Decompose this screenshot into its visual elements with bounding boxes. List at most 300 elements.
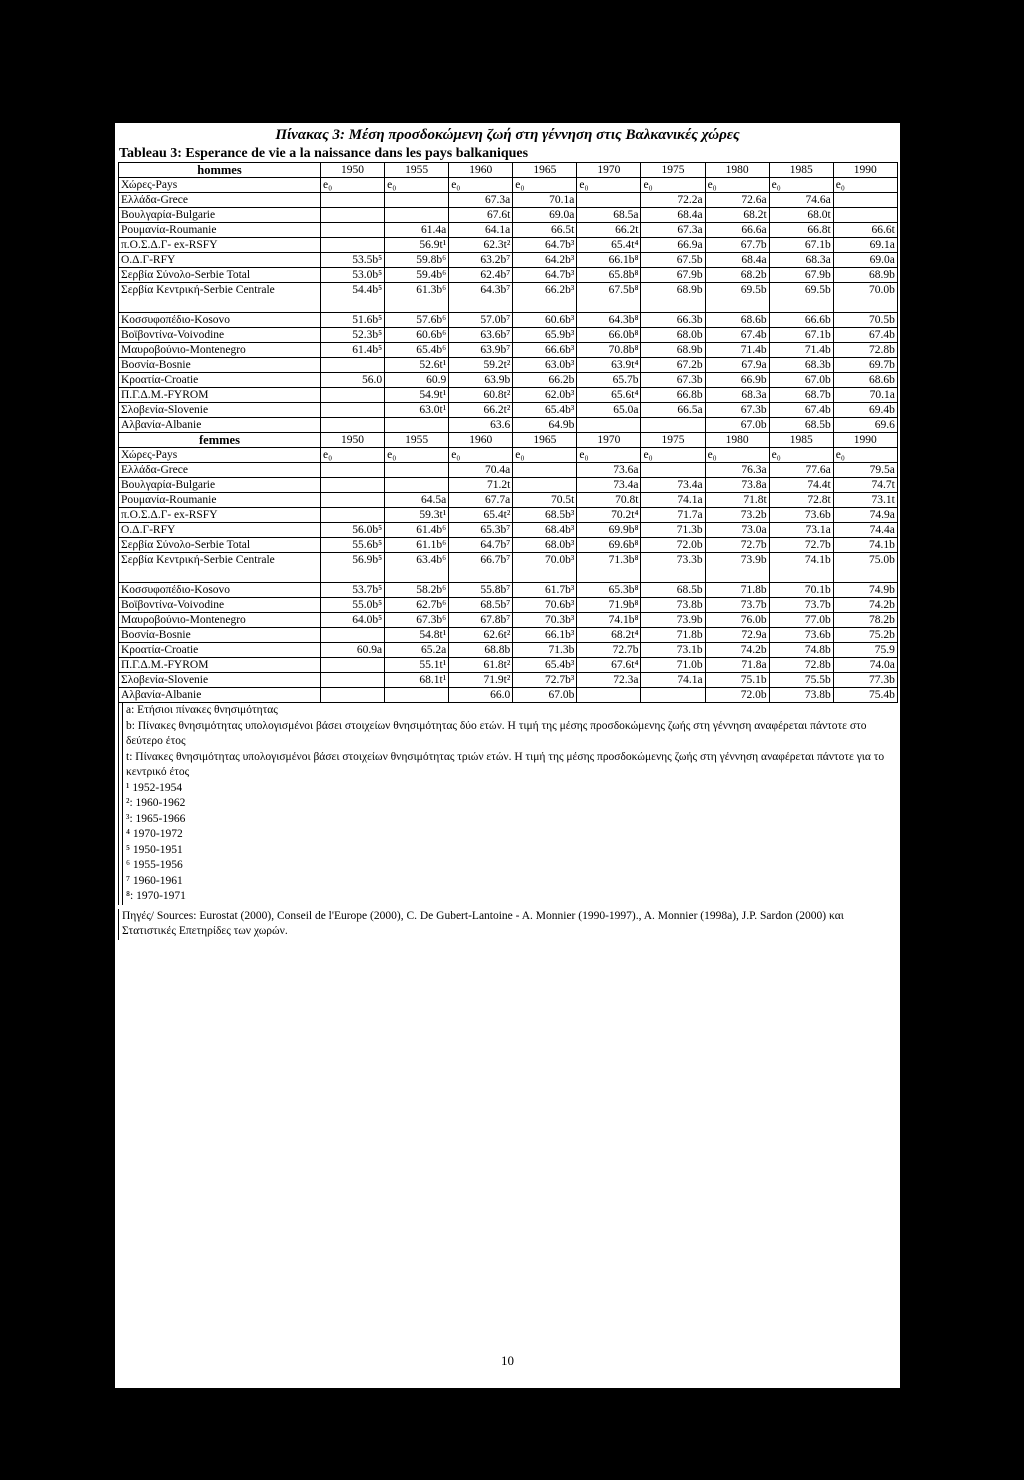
table-row: [119, 658, 898, 673]
value-cell: 70.0b³: [513, 553, 577, 583]
value-cell: 66.8b: [641, 388, 705, 403]
value-cell: 73.0a: [705, 523, 769, 538]
value-cell: 72.2a: [641, 193, 705, 208]
value-cell: 66.5t: [513, 223, 577, 238]
value-cell: 74.1b: [769, 553, 833, 583]
value-cell: 68.3a: [769, 253, 833, 268]
table-row: [119, 328, 898, 343]
value-cell: 66.6b: [769, 313, 833, 328]
value-cell: [833, 193, 897, 208]
eo-header: e₀: [833, 178, 897, 193]
value-cell: 75.2b: [833, 628, 897, 643]
value-cell: 55.6b⁵: [321, 538, 385, 553]
value-cell: 73.4a: [641, 478, 705, 493]
value-cell: 67.5b⁸: [577, 283, 641, 313]
value-cell: 67.1b: [769, 238, 833, 253]
value-cell: 67.3b: [705, 403, 769, 418]
value-cell: [321, 628, 385, 643]
table-row: [119, 343, 898, 358]
value-cell: 59.4b⁶: [385, 268, 449, 283]
value-cell: 73.7b: [769, 598, 833, 613]
value-cell: 67.0b: [705, 418, 769, 433]
value-cell: 74.7t: [833, 478, 897, 493]
value-cell: 67.4b: [769, 403, 833, 418]
value-cell: 67.9b: [769, 268, 833, 283]
value-cell: 74.6a: [769, 193, 833, 208]
value-cell: 63.2b⁷: [449, 253, 513, 268]
value-cell: 59.3t¹: [385, 508, 449, 523]
year-header: 1980: [705, 163, 769, 178]
value-cell: 55.8b⁷: [449, 583, 513, 598]
value-cell: 66.2t²: [449, 403, 513, 418]
value-cell: 64.3b⁸: [577, 313, 641, 328]
value-cell: 56.9b⁵: [321, 553, 385, 583]
value-cell: 66.0: [449, 688, 513, 703]
table-row: [119, 358, 898, 373]
value-cell: 74.4t: [769, 478, 833, 493]
value-cell: 66.1b³: [513, 628, 577, 643]
table-row: [119, 493, 898, 508]
table-row: [119, 463, 898, 478]
note-line: ³: 1965-1966: [122, 812, 897, 828]
value-cell: 68.4a: [641, 208, 705, 223]
value-cell: 73.1a: [769, 523, 833, 538]
value-cell: 70.1a: [833, 388, 897, 403]
value-cell: 71.3b: [513, 643, 577, 658]
table-row: [119, 643, 898, 658]
value-cell: 55.0b⁵: [321, 598, 385, 613]
year-header: 1975: [641, 433, 705, 448]
sources-note: Πηγές/ Sources: Eurostat (2000), Conseil de l'Europe (2000), C. De Gubert-Lantoine - A. Monnier (1990-1997)., A. Monnier (1998a), J.P. Sardon (2000) και Στατιστικές Επετηρίδες των χωρών.: [118, 909, 897, 940]
value-cell: 68.0t: [769, 208, 833, 223]
value-cell: 66.2t: [577, 223, 641, 238]
value-cell: 63.6: [449, 418, 513, 433]
value-cell: 62.6t²: [449, 628, 513, 643]
year-header: 1980: [705, 433, 769, 448]
value-cell: [321, 508, 385, 523]
country-name: Ελλάδα-Grece: [119, 463, 321, 478]
table-frame: [118, 126, 897, 940]
value-cell: 72.3a: [577, 673, 641, 688]
value-cell: 66.7b⁷: [449, 553, 513, 583]
value-cell: 62.4b⁷: [449, 268, 513, 283]
value-cell: 67.4b: [705, 328, 769, 343]
value-cell: 65.8b⁸: [577, 268, 641, 283]
value-cell: 70.1a: [513, 193, 577, 208]
eo-header: e₀: [513, 178, 577, 193]
value-cell: 64.2b³: [513, 253, 577, 268]
value-cell: 70.8b⁸: [577, 343, 641, 358]
value-cell: 73.1t: [833, 493, 897, 508]
value-cell: 66.3b: [641, 313, 705, 328]
value-cell: 59.8b⁶: [385, 253, 449, 268]
eo-header: e₀: [705, 448, 769, 463]
value-cell: 65.3b⁷: [449, 523, 513, 538]
value-cell: 65.7b: [577, 373, 641, 388]
year-header: 1960: [449, 433, 513, 448]
value-cell: 71.4b: [705, 343, 769, 358]
value-cell: 64.0b⁵: [321, 613, 385, 628]
value-cell: 72.7b: [577, 643, 641, 658]
value-cell: 66.9a: [641, 238, 705, 253]
year-header: 1960: [449, 163, 513, 178]
country-name: Ο.Δ.Γ-RFY: [119, 253, 321, 268]
value-cell: 73.6b: [769, 508, 833, 523]
value-cell: 66.5a: [641, 403, 705, 418]
eo-header: e₀: [769, 178, 833, 193]
country-name: Βοϊβοντίνα-Voivodine: [119, 328, 321, 343]
value-cell: 64.7b⁷: [449, 538, 513, 553]
value-cell: 74.2b: [705, 643, 769, 658]
value-cell: 66.2b³: [513, 283, 577, 313]
country-name: Κοσσυφοπέδιο-Kosovo: [119, 313, 321, 328]
value-cell: 61.1b⁶: [385, 538, 449, 553]
life-expectancy-table: [118, 162, 898, 703]
country-name: π.Ο.Σ.Δ.Γ- ex-RSFY: [119, 508, 321, 523]
year-header: 1985: [769, 433, 833, 448]
table-row: [119, 268, 898, 283]
value-cell: 68.3a: [705, 388, 769, 403]
value-cell: 68.2t⁴: [577, 628, 641, 643]
country-name: Βοσνία-Bosnie: [119, 358, 321, 373]
value-cell: [321, 418, 385, 433]
value-cell: 69.4b: [833, 403, 897, 418]
value-cell: 66.2b: [513, 373, 577, 388]
value-cell: 52.3b⁵: [321, 328, 385, 343]
table-row: [119, 418, 898, 433]
value-cell: 59.2t²: [449, 358, 513, 373]
table-row: [119, 313, 898, 328]
value-cell: 67.3b: [641, 373, 705, 388]
value-cell: 73.7b: [705, 598, 769, 613]
country-name: Μαυροβούνιο-Montenegro: [119, 613, 321, 628]
value-cell: 72.7b: [705, 538, 769, 553]
value-cell: 71.9b⁸: [577, 598, 641, 613]
table-row: [119, 193, 898, 208]
men-year-header-row: [119, 163, 898, 178]
value-cell: 70.5t: [513, 493, 577, 508]
value-cell: [641, 688, 705, 703]
value-cell: 56.0b⁵: [321, 523, 385, 538]
value-cell: [833, 208, 897, 223]
value-cell: 72.0b: [641, 538, 705, 553]
value-cell: [321, 388, 385, 403]
value-cell: 72.7b³: [513, 673, 577, 688]
value-cell: 68.3b: [769, 358, 833, 373]
value-cell: 72.6a: [705, 193, 769, 208]
value-cell: 78.2b: [833, 613, 897, 628]
value-cell: [321, 403, 385, 418]
value-cell: 73.6b: [769, 628, 833, 643]
value-cell: 65.4t²: [449, 508, 513, 523]
value-cell: 69.1a: [833, 238, 897, 253]
value-cell: [321, 658, 385, 673]
value-cell: 60.9: [385, 373, 449, 388]
value-cell: 66.1b⁸: [577, 253, 641, 268]
value-cell: 63.6b⁷: [449, 328, 513, 343]
value-cell: [321, 358, 385, 373]
value-cell: [577, 418, 641, 433]
value-cell: 64.1a: [449, 223, 513, 238]
year-header: 1965: [513, 163, 577, 178]
country-name: Κοσσυφοπέδιο-Kosovo: [119, 583, 321, 598]
value-cell: 73.4a: [577, 478, 641, 493]
value-cell: [513, 478, 577, 493]
women-year-header-row: [119, 433, 898, 448]
title-greek: Πίνακας 3: Μέση προσδοκώμενη ζωή στη γέννηση στις Βαλκανικές χώρες: [275, 127, 740, 143]
table-row: [119, 208, 898, 223]
table-row: [119, 688, 898, 703]
value-cell: 77.0b: [769, 613, 833, 628]
country-name: Π.Γ.Δ.Μ.-FYROM: [119, 658, 321, 673]
value-cell: 60.9a: [321, 643, 385, 658]
value-cell: 64.7b³: [513, 268, 577, 283]
table-row: [119, 583, 898, 598]
value-cell: 66.6a: [705, 223, 769, 238]
value-cell: 72.9a: [705, 628, 769, 643]
value-cell: 67.2b: [641, 358, 705, 373]
country-name: Βουλγαρία-Bulgarie: [119, 208, 321, 223]
value-cell: [513, 463, 577, 478]
value-cell: 69.6b⁸: [577, 538, 641, 553]
value-cell: 68.4b³: [513, 523, 577, 538]
value-cell: 51.6b⁵: [321, 313, 385, 328]
value-cell: 69.5b: [769, 283, 833, 313]
value-cell: 75.5b: [769, 673, 833, 688]
country-name: Ρουμανία-Roumanie: [119, 223, 321, 238]
value-cell: 73.8a: [705, 478, 769, 493]
country-name: Αλβανία-Albanie: [119, 688, 321, 703]
value-cell: 63.0b³: [513, 358, 577, 373]
value-cell: 75.4b: [833, 688, 897, 703]
value-cell: [577, 688, 641, 703]
value-cell: 54.4b⁵: [321, 283, 385, 313]
note-line: ⁷ 1960-1961: [122, 874, 897, 890]
value-cell: 68.5b³: [513, 508, 577, 523]
value-cell: 66.8t: [769, 223, 833, 238]
country-name: Βουλγαρία-Bulgarie: [119, 478, 321, 493]
value-cell: 67.1b: [769, 328, 833, 343]
value-cell: [321, 223, 385, 238]
note-line: b: Πίνακες θνησιμότητας υπολογισμένοι βάσει στοιχείων θνησιμότητας δύο ετών. Η τιμή της μέσης προσδοκώμενης ζωής στη γέννηση αναφέρεται πάντοτε στο δεύτερο έτος: [122, 719, 897, 750]
value-cell: 70.0b: [833, 283, 897, 313]
value-cell: 63.0t¹: [385, 403, 449, 418]
document-page: [115, 123, 900, 1388]
value-cell: 76.3a: [705, 463, 769, 478]
value-cell: 68.5b: [769, 418, 833, 433]
table-row: [119, 478, 898, 493]
value-cell: 79.5a: [833, 463, 897, 478]
value-cell: 68.9b: [641, 343, 705, 358]
value-cell: 65.4b³: [513, 403, 577, 418]
value-cell: 65.4b⁶: [385, 343, 449, 358]
country-name: Κροατία-Croatie: [119, 373, 321, 388]
value-cell: [321, 493, 385, 508]
value-cell: 63.4b⁶: [385, 553, 449, 583]
year-header: 1955: [385, 433, 449, 448]
value-cell: 75.9: [833, 643, 897, 658]
eo-header: e₀: [449, 448, 513, 463]
country-name: Σερβία Σύνολο-Serbie Total: [119, 268, 321, 283]
value-cell: 62.0b³: [513, 388, 577, 403]
year-header: 1975: [641, 163, 705, 178]
table-row: [119, 223, 898, 238]
value-cell: 71.2t: [449, 478, 513, 493]
year-header: 1985: [769, 163, 833, 178]
value-cell: 64.7b³: [513, 238, 577, 253]
note-line: t: Πίνακες θνησιμότητας υπολογισμένοι βάσει στοιχείων θνησιμότητας τριών ετών. Η τιμή της μέσης προσδοκώμενης ζωής στη γέννηση αναφέρεται πάντοτε για το κεντρικό έτος: [122, 750, 897, 781]
value-cell: [385, 463, 449, 478]
value-cell: 68.6b: [705, 313, 769, 328]
country-name: Μαυροβούνιο-Montenegro: [119, 343, 321, 358]
value-cell: 60.6b⁶: [385, 328, 449, 343]
value-cell: [321, 463, 385, 478]
value-cell: 75.1b: [705, 673, 769, 688]
value-cell: 69.0a: [833, 253, 897, 268]
note-line: ¹ 1952-1954: [122, 781, 897, 797]
country-name: π.Ο.Σ.Δ.Γ- ex-RSFY: [119, 238, 321, 253]
country-name: Βοϊβοντίνα-Voivodine: [119, 598, 321, 613]
value-cell: 67.7b: [705, 238, 769, 253]
value-cell: 73.9b: [641, 613, 705, 628]
value-cell: 71.8b: [705, 583, 769, 598]
year-header: 1965: [513, 433, 577, 448]
value-cell: 67.3b⁶: [385, 613, 449, 628]
value-cell: 68.2t: [705, 208, 769, 223]
year-header: 1970: [577, 163, 641, 178]
value-cell: 74.8b: [769, 643, 833, 658]
country-column-header: Χώρες-Pays: [119, 448, 321, 463]
value-cell: 73.1b: [641, 643, 705, 658]
eo-header: e₀: [577, 178, 641, 193]
value-cell: 57.6b⁶: [385, 313, 449, 328]
value-cell: [641, 418, 705, 433]
value-cell: 73.3b: [641, 553, 705, 583]
value-cell: 61.4b⁵: [321, 343, 385, 358]
value-cell: 56.0: [321, 373, 385, 388]
value-cell: 64.9b: [513, 418, 577, 433]
note-line: ⁸: 1970-1971: [122, 889, 897, 905]
value-cell: 68.0b³: [513, 538, 577, 553]
value-cell: [385, 688, 449, 703]
value-cell: [321, 238, 385, 253]
eo-header: e₀: [321, 448, 385, 463]
year-header: 1950: [321, 163, 385, 178]
year-header: 1970: [577, 433, 641, 448]
country-name: Ελλάδα-Grece: [119, 193, 321, 208]
value-cell: 72.7b: [769, 538, 833, 553]
value-cell: [385, 208, 449, 223]
table-row: [119, 373, 898, 388]
eo-header: e₀: [385, 448, 449, 463]
note-line: ⁶ 1955-1956: [122, 858, 897, 874]
country-name: Π.Γ.Δ.Μ.-FYROM: [119, 388, 321, 403]
value-cell: 61.7b³: [513, 583, 577, 598]
table-row: [119, 538, 898, 553]
value-cell: 73.8b: [641, 598, 705, 613]
eo-header: e₀: [641, 178, 705, 193]
value-cell: [321, 208, 385, 223]
value-cell: 74.1a: [641, 673, 705, 688]
table-row: [119, 523, 898, 538]
value-cell: 54.9t¹: [385, 388, 449, 403]
value-cell: 61.4a: [385, 223, 449, 238]
value-cell: 70.4a: [449, 463, 513, 478]
value-cell: 68.8b: [449, 643, 513, 658]
value-cell: 72.8b: [833, 343, 897, 358]
value-cell: 70.3b³: [513, 613, 577, 628]
eo-header: e₀: [641, 448, 705, 463]
value-cell: [385, 478, 449, 493]
table-notes: [118, 703, 897, 940]
value-cell: 74.0a: [833, 658, 897, 673]
table-row: [119, 553, 898, 583]
table-row: [119, 598, 898, 613]
country-name: Βοσνία-Bosnie: [119, 628, 321, 643]
value-cell: 68.1t¹: [385, 673, 449, 688]
value-cell: 54.8t¹: [385, 628, 449, 643]
value-cell: 68.9b: [641, 283, 705, 313]
country-name: Σλοβενία-Slovenie: [119, 673, 321, 688]
value-cell: 68.5a: [577, 208, 641, 223]
note-line: a: Ετήσιοι πίνακες θνησιμότητας: [122, 703, 897, 719]
value-cell: 60.6b³: [513, 313, 577, 328]
value-cell: 73.2b: [705, 508, 769, 523]
value-cell: 71.9t²: [449, 673, 513, 688]
country-name: Αλβανία-Albanie: [119, 418, 321, 433]
value-cell: [385, 418, 449, 433]
table-row: [119, 673, 898, 688]
value-cell: 73.6a: [577, 463, 641, 478]
value-cell: 67.9b: [641, 268, 705, 283]
eo-header: e₀: [449, 178, 513, 193]
eo-header: e₀: [321, 178, 385, 193]
value-cell: 70.1b: [769, 583, 833, 598]
value-cell: 71.4b: [769, 343, 833, 358]
value-cell: 71.7a: [641, 508, 705, 523]
value-cell: 67.0b: [769, 373, 833, 388]
country-name: Σερβία Σύνολο-Serbie Total: [119, 538, 321, 553]
title-french: Tableau 3: Esperance de vie a la naissance dans les pays balkaniques: [119, 146, 529, 161]
value-cell: 69.5b: [705, 283, 769, 313]
value-cell: 58.2b⁶: [385, 583, 449, 598]
value-cell: 68.7b: [769, 388, 833, 403]
value-cell: [577, 193, 641, 208]
value-cell: 70.8t: [577, 493, 641, 508]
year-header: 1955: [385, 163, 449, 178]
country-name: Ρουμανία-Roumanie: [119, 493, 321, 508]
value-cell: 67.6t⁴: [577, 658, 641, 673]
value-cell: 69.9b⁸: [577, 523, 641, 538]
value-cell: 68.5b⁷: [449, 598, 513, 613]
table-row: [119, 253, 898, 268]
value-cell: 71.3b⁸: [577, 553, 641, 583]
value-cell: 72.8t: [769, 493, 833, 508]
value-cell: 63.9t⁴: [577, 358, 641, 373]
value-cell: 68.9b: [833, 268, 897, 283]
eo-header: e₀: [385, 178, 449, 193]
value-cell: 52.6t¹: [385, 358, 449, 373]
value-cell: [385, 193, 449, 208]
value-cell: 65.3b⁸: [577, 583, 641, 598]
table-row: [119, 628, 898, 643]
country-name: Σλοβενία-Slovenie: [119, 403, 321, 418]
value-cell: 61.3b⁶: [385, 283, 449, 313]
value-cell: 74.1b⁸: [577, 613, 641, 628]
note-line: ²: 1960-1962: [122, 796, 897, 812]
men-eo-header-row: [119, 178, 898, 193]
value-cell: 67.7a: [449, 493, 513, 508]
